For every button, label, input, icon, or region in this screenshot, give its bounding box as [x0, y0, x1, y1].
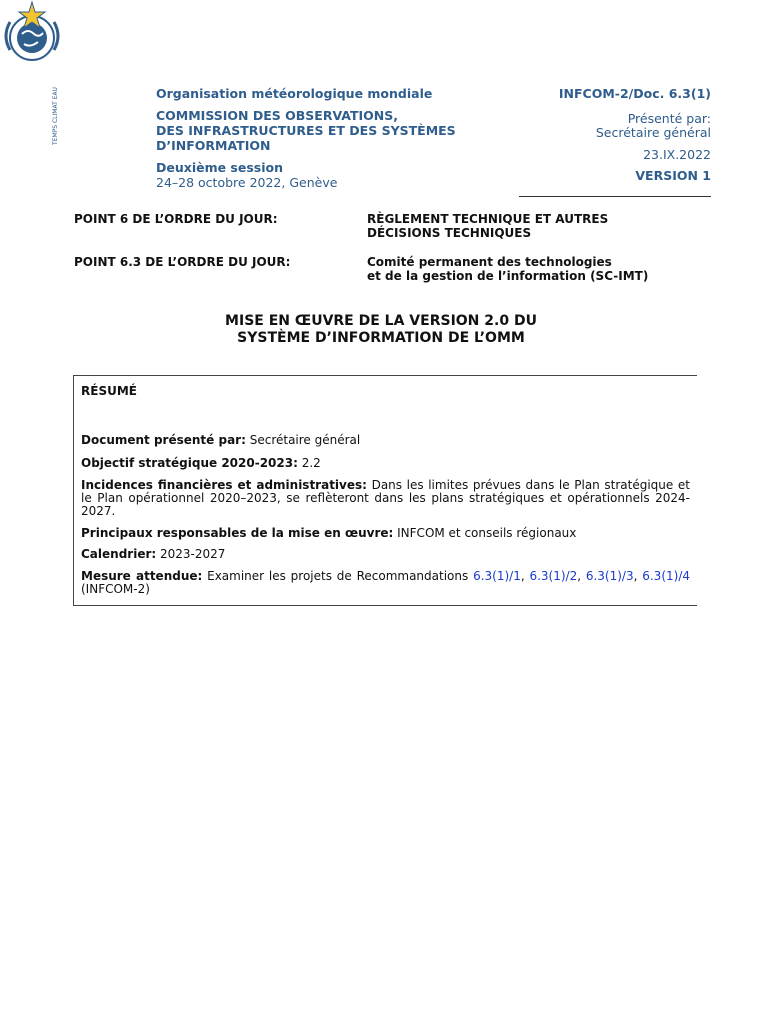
responsables-label: Principaux responsables de la mise en œuvre:	[81, 526, 394, 540]
commission-line-3: D’INFORMATION	[156, 138, 271, 153]
doc-date: 23.IX.2022	[643, 147, 711, 162]
doc-reference: INFCOM-2/Doc. 6.3(1)	[558, 86, 711, 101]
recommendation-link-2[interactable]: 6.3(1)/2	[529, 569, 578, 583]
mesure-text: Examiner les projets de Recommandations	[207, 569, 469, 583]
doc-version: VERSION 1	[635, 168, 711, 183]
mesure-label: Mesure attendue:	[81, 569, 203, 583]
summary-box	[73, 375, 697, 606]
summary-calendar	[81, 548, 690, 561]
incidences-label: Incidences financières et administratives:	[81, 478, 367, 492]
document-title-line-1: MISE EN ŒUVRE DE LA VERSION 2.0 DU	[225, 313, 537, 329]
agenda-item-6-line-2: DÉCISIONS TECHNIQUES	[367, 226, 532, 240]
objective-label: Objectif stratégique 2020-2023:	[81, 456, 298, 470]
presented-by: Secrétaire général	[595, 125, 711, 140]
agenda-item-6-label: POINT 6 DE L’ORDRE DU JOUR:	[74, 212, 278, 226]
commission-line-2: DES INFRASTRUCTURES ET DES SYSTÈMES	[156, 123, 456, 138]
calendar-value: 2023-2027	[160, 547, 226, 561]
session-dates: 24–28 octobre 2022, Genève	[156, 175, 338, 190]
objective-value: 2.2	[301, 456, 321, 470]
summary-objective	[81, 457, 690, 470]
recommendation-link-3[interactable]: 6.3(1)/3	[585, 569, 634, 583]
summary-mesure: Mesure attendue: Examiner les projets de Recommandations 6.3(1)/1, 6.3(1)/2, 6.3(1)/3, 6.3(1)/4 (INFCOM-2)	[81, 569, 690, 596]
incidences-value: Dans les limites prévues dans le Plan stratégique et le Plan opérationnel 2020–2023, se reflèteront dans les plans stratégiques et opérationnels 2024-2027.	[81, 478, 690, 518]
agenda-item-6-3-label: POINT 6.3 DE L’ORDRE DU JOUR:	[74, 255, 291, 269]
recommendation-link-4[interactable]: 6.3(1)/4	[642, 569, 690, 583]
commission-line-1: COMMISSION DES OBSERVATIONS,	[156, 108, 398, 123]
org-name: Organisation météorologique mondiale	[156, 86, 433, 101]
summary-incidences	[81, 479, 690, 518]
presented-by-label: Présenté par:	[627, 111, 711, 126]
agenda-item-6-3-line-1: Comité permanent des technologies	[367, 255, 612, 269]
presented-value: Secrétaire général	[249, 433, 361, 447]
logo-tagline: TEMPS CLIMAT EAU	[52, 87, 59, 145]
summary-responsables	[81, 527, 690, 540]
summary-heading: RÉSUMÉ	[81, 384, 137, 398]
agenda-item-6-line-1: RÈGLEMENT TECHNIQUE ET AUTRES	[367, 212, 609, 226]
agenda-item-6-3-line-2: et de la gestion de l’information (SC-IMT)	[367, 269, 649, 283]
responsables-value: INFCOM et conseils régionaux	[397, 526, 577, 540]
session-name: Deuxième session	[156, 160, 284, 175]
document-title-line-2: SYSTÈME D’INFORMATION DE L’OMM	[237, 330, 525, 346]
wmo-logo	[0, 0, 68, 66]
recommendation-link-1[interactable]: 6.3(1)/1	[473, 569, 521, 583]
presented-label: Document présenté par:	[81, 433, 246, 447]
wmo-emblem-icon	[0, 0, 68, 66]
calendar-label: Calendrier:	[81, 547, 157, 561]
header-divider	[519, 196, 711, 197]
mesure-suffix: (INFCOM-2)	[81, 582, 150, 596]
summary-presented	[81, 434, 690, 447]
